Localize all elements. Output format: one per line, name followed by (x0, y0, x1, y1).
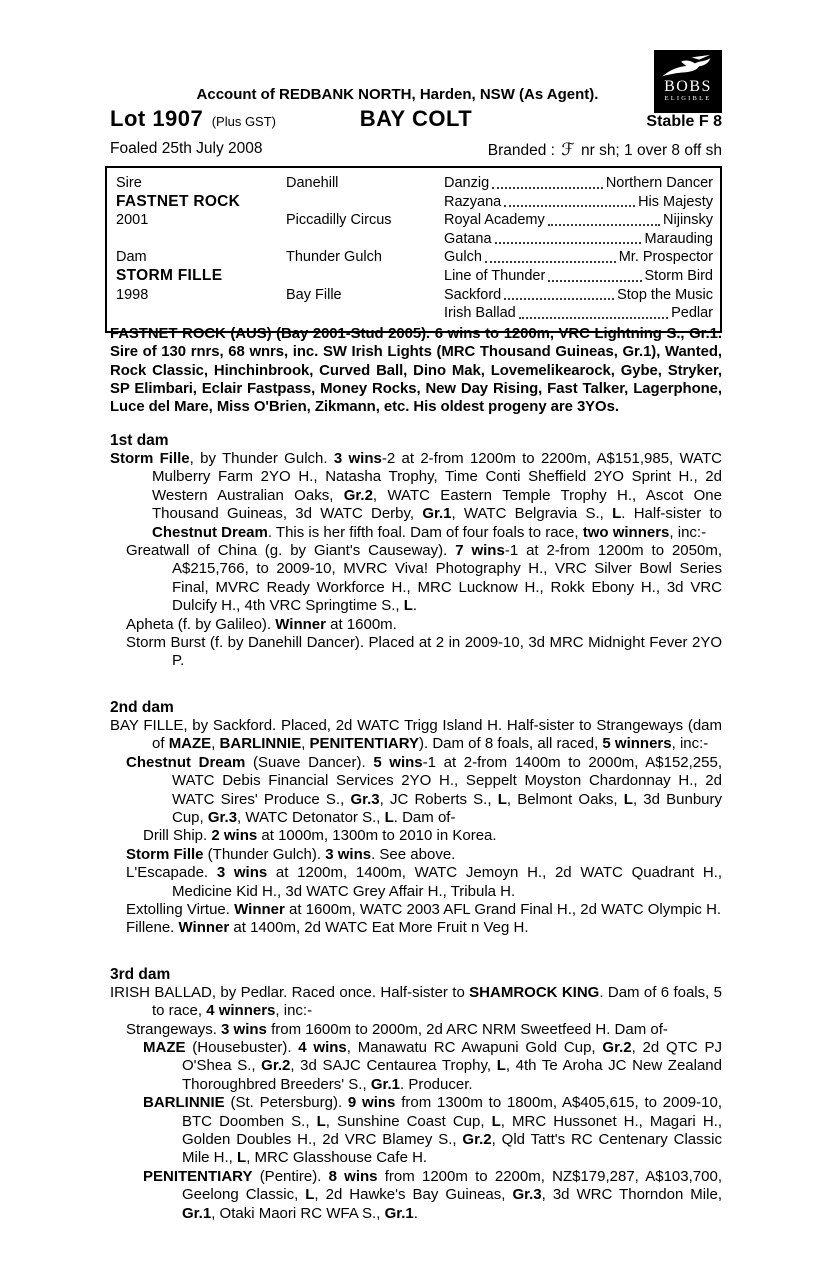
pedigree-entry: Storm Fille, by Thunder Gulch. 3 wins-2 at 2-from 1200m to 2200m, A$151,985, WATC Mulberry Farm 2YO H., Natasha Trophy, Time Conti Sheffield 2YO Sprint H., 2d Western Australian Oaks, Gr.2, WATC Eastern Temple Trophy H., Ascot One Thousand Guineas, 3d WATC Derby, Gr.1, WATC Belgravia S., L. Half-sister to Chestnut Dream. This is her fifth foal. Dam of four foals to race, two winners, inc:- (110, 450, 722, 541)
pedigree-row (116, 193, 713, 212)
lot-title: BAY COLT (359, 106, 473, 131)
pedigree-ancestor-parent: Nijinsky (663, 212, 713, 229)
dotted-leader (548, 224, 660, 226)
pedigree-entry: BARLINNIE (St. Petersburg). 9 wins from 1300m to 1800m, A$405,615, to 2009-10, BTC Doomben S., L, Sunshine Coast Cup, L, MRC Hussonet H., Magari H., Golden Doubles H., 2d VRC Blamey S., Gr.2, Qld Tatt's RC Centenary Classic Mile H., L, MRC Glasshouse Cafe H. (143, 1094, 722, 1167)
pedigree-entry: Drill Ship. 2 wins at 1000m, 1300m to 2010 in Korea. (143, 827, 497, 845)
pedigree-mid-cell: Bay Fille (286, 286, 342, 303)
logo-title: BOBS (664, 78, 712, 95)
dam-section-heading: 1st dam (110, 432, 169, 449)
dam-section-heading: 2nd dam (110, 698, 174, 716)
pedigree-left-cell: Dam (116, 249, 147, 266)
pedigree-ancestor-name: Danzig (444, 175, 490, 191)
pedigree-left-cell: Sire (116, 175, 142, 191)
pedigree-ancestor-parent: Mr. Prospector (618, 249, 713, 266)
pedigree-left-cell: 2001 (116, 212, 149, 229)
dam-sections (110, 424, 722, 1243)
pedigree-ancestor-parent: Marauding (644, 230, 713, 247)
pedigree-mid-cell (286, 230, 444, 249)
account-line: Account of REDBANK NORTH, Harden, NSW (As Agent). (196, 86, 599, 103)
pedigree-ancestor-parent: Storm Bird (644, 267, 713, 284)
pedigree-ancestor-cell (444, 304, 713, 323)
dam-section-body (110, 717, 722, 938)
dam-section (110, 691, 722, 938)
pedigree-ancestor-parent: Stop the Music (617, 286, 713, 303)
dotted-leader (519, 317, 668, 319)
pedigree-ancestor-cell (444, 248, 713, 267)
pedigree-row (116, 211, 713, 230)
pedigree-mid-cell: Piccadilly Circus (286, 212, 392, 229)
pedigree-entry: BAY FILLE, by Sackford. Placed, 2d WATC Trigg Island H. Half-sister to Strangeways (dam of MAZE, BARLINNIE, PENITENTIARY). Dam of 8 foals, all raced, 5 winners, inc:- (110, 716, 722, 753)
stable-label: Stable F 8 (646, 113, 722, 130)
pedigree-ancestor-parent: Northern Dancer (605, 175, 713, 191)
horse-icon (654, 54, 722, 78)
pedigree-entry: Strangeways. 3 wins from 1600m to 2000m, 2d ARC NRM Sweetfeed H. Dam of- (126, 1020, 668, 1038)
pedigree-ancestor-name: Sackford (444, 286, 502, 303)
dotted-leader (492, 187, 603, 189)
pedigree-row (116, 267, 713, 286)
pedigree-left-cell: STORM FILLE (116, 266, 223, 284)
pedigree-ancestor-name: Razyana (444, 193, 502, 210)
pedigree-entry: Apheta (f. by Galileo). Winner at 1600m. (126, 615, 397, 633)
gst-note: (Plus GST) (211, 114, 277, 129)
dotted-leader (504, 298, 614, 300)
dotted-leader (485, 261, 616, 263)
dam-section (110, 958, 722, 1223)
pedigree-ancestor-cell (444, 230, 713, 249)
pedigree-left-cell: 1998 (116, 286, 149, 303)
pedigree-row (116, 286, 713, 305)
pedigree-row (116, 230, 713, 249)
pedigree-ancestor-cell (444, 174, 713, 193)
dam-section-body (110, 984, 722, 1223)
dam-section (110, 424, 722, 671)
pedigree-ancestor-parent: Pedlar (671, 305, 713, 322)
brand-info (488, 140, 722, 160)
pedigree-entry: Extolling Virtue. Winner at 1600m, WATC 2003 AFL Grand Final H., 2d WATC Olympic H. (126, 900, 722, 918)
pedigree-entry: PENITENTIARY (Pentire). 8 wins from 1200m to 2200m, NZ$179,287, A$103,700, Geelong Classic, L, 2d Hawke's Bay Guineas, Gr.3, 3d WRC Thorndon Mile, Gr.1, Otaki Maori RC WFA S., Gr.1. (143, 1167, 722, 1222)
pedigree-row (116, 304, 713, 323)
pedigree-ancestor-cell (444, 193, 713, 212)
dam-section-heading: 3rd dam (110, 965, 171, 983)
lot-row (110, 106, 722, 132)
pedigree-mid-cell (286, 304, 444, 323)
pedigree-entry: L'Escapade. 3 wins at 1200m, 1400m, WATC Jemoyn H., 2d WATC Quadrant H., Medicine Kid H., 3d WATC Grey Affair H., Tribula H. (126, 864, 722, 900)
foal-row (110, 140, 722, 160)
dam-section-body (110, 450, 722, 671)
pedigree-left-cell: FASTNET ROCK (116, 192, 241, 210)
dotted-leader (548, 280, 641, 282)
pedigree-table (105, 166, 722, 333)
pedigree-mid-cell (286, 267, 444, 286)
foaled-date: Foaled 25th July 2008 (110, 140, 263, 157)
dotted-leader (495, 242, 642, 244)
sire-summary: FASTNET ROCK (AUS) (Bay 2001-Stud 2005). 6 wins to 1200m, VRC Lightning S., Gr.1. Sire of 130 rnrs, 68 wnrs, inc. SW Irish Lights (MRC Thousand Guineas, Gr.1), Wanted, Rock Classic, Hinchinbrook, Curved Ball, Dino Mak, Lovemelikearock, Gybe, Stryker, SP Elimbari, Eclair Fastpass, Money Rocks, New Day Rising, Fast Talker, Lagerphone, Luce del Mare, Miss O'Brien, Zikmann, etc. His oldest progeny are 3YOs. (110, 326, 722, 416)
pedigree-mid-cell: Danehill (286, 175, 339, 191)
bobs-logo (654, 50, 722, 113)
pedigree-row (116, 248, 713, 267)
logo-subtitle: ELIGIBLE (664, 95, 712, 102)
pedigree-entry: Storm Burst (f. by Danehill Dancer). Placed at 2 in 2009-10, 3d MRC Midnight Fever 2YO P. (126, 634, 722, 670)
brand-symbol: ℱ (561, 140, 575, 159)
pedigree-entry: Storm Fille (Thunder Gulch). 3 wins. See above. (126, 845, 456, 863)
pedigree-ancestor-cell (444, 267, 713, 286)
pedigree-ancestor-cell (444, 286, 713, 305)
pedigree-ancestor-name: Gatana (444, 230, 492, 247)
pedigree-ancestor-name: Irish Ballad (444, 305, 516, 322)
brand-label: Branded : (487, 142, 560, 159)
pedigree-row (116, 174, 713, 193)
dotted-leader (504, 205, 635, 207)
pedigree-entry: IRISH BALLAD, by Pedlar. Raced once. Half-sister to SHAMROCK KING. Dam of 6 foals, 5 to race, 4 winners, inc:- (110, 983, 722, 1020)
pedigree-ancestor-cell (444, 211, 713, 230)
brand-detail: nr sh; 1 over 8 off sh (576, 142, 722, 159)
lot-number: Lot 1907 (110, 106, 204, 131)
pedigree-left-cell (116, 230, 286, 249)
pedigree-ancestor-parent: His Majesty (638, 193, 713, 210)
pedigree-entry: MAZE (Housebuster). 4 wins, Manawatu RC Awapuni Gold Cup, Gr.2, 2d QTC PJ O'Shea S., Gr.2, 3d SAJC Centaurea Trophy, L, 4th Te Aroha JC New Zealand Thoroughbred Breeders' S., Gr.1. Producer. (143, 1038, 722, 1093)
pedigree-ancestor-name: Gulch (444, 249, 482, 266)
pedigree-ancestor-name: Royal Academy (444, 212, 545, 229)
pedigree-ancestor-name: Line of Thunder (444, 267, 546, 284)
lot-number-group (110, 106, 360, 132)
pedigree-entry: Chestnut Dream (Suave Dancer). 5 wins-1 at 2-from 1400m to 2000m, A$152,255, WATC Debis Financial Services 2YO H., Seppelt Moyston Chardonnay H., 2d WATC Sires' Produce S., Gr.3, JC Roberts S., L, Belmont Oaks, L, 3d Bunbury Cup, Gr.3, WATC Detonator S., L. Dam of- (126, 753, 723, 826)
pedigree-mid-cell: Thunder Gulch (286, 249, 382, 266)
pedigree-left-cell (116, 304, 286, 323)
pedigree-entry: Fillene. Winner at 1400m, 2d WATC Eat More Fruit n Veg H. (126, 919, 529, 937)
pedigree-entry: Greatwall of China (g. by Giant's Causeway). 7 wins-1 at 2-from 1200m to 2050m, A$215,766, to 2009-10, MVRC Viva! Photography H., VRC Silver Bowl Series Final, MVRC Ready Workforce H., MRC Lucknow H., Rokk Ebony H., 3d VRC Dulcify H., 4th VRC Springtime S., L. (126, 542, 722, 615)
pedigree-mid-cell (286, 193, 444, 212)
